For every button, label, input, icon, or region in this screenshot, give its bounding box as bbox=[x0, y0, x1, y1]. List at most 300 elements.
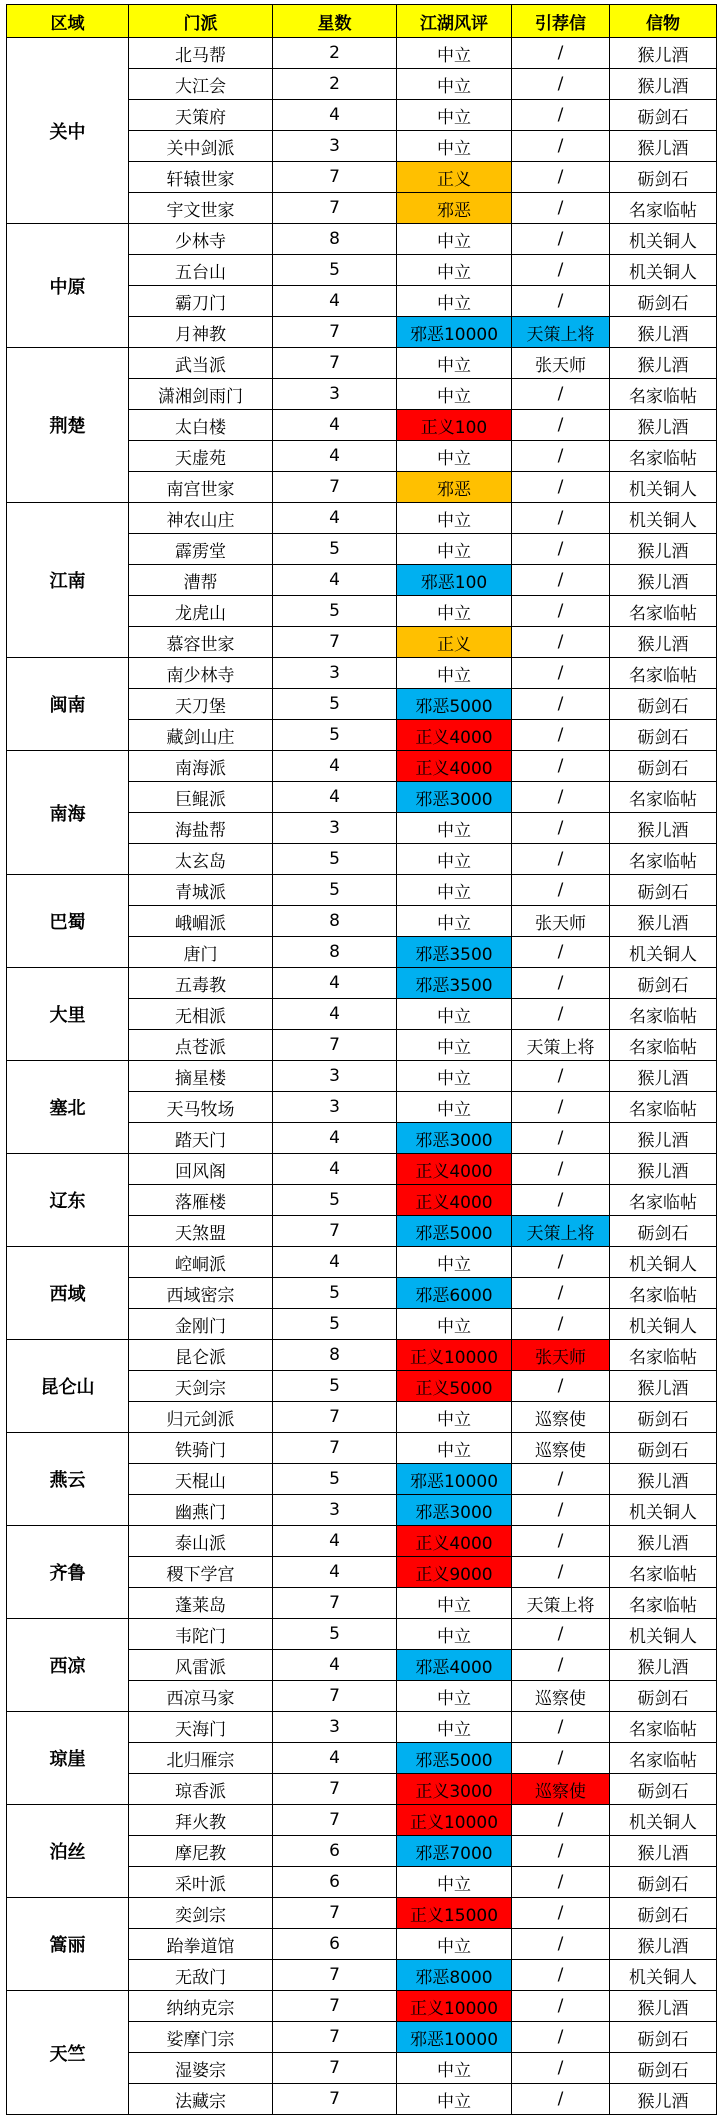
sect-name-cell: 金刚门 bbox=[129, 1309, 273, 1340]
recommendation-letter-cell: 巡察使 bbox=[512, 1402, 610, 1433]
token-cell: 砺剑石 bbox=[610, 286, 717, 317]
token-cell: 猴儿酒 bbox=[610, 813, 717, 844]
reputation-cell: 中立 bbox=[397, 1681, 512, 1712]
stars-cell: 3 bbox=[273, 131, 397, 162]
recommendation-letter-cell: / bbox=[512, 937, 610, 968]
token-cell: 猴儿酒 bbox=[610, 1154, 717, 1185]
recommendation-letter-cell: 张天师 bbox=[512, 348, 610, 379]
recommendation-letter-cell: / bbox=[512, 782, 610, 813]
token-cell: 猴儿酒 bbox=[610, 410, 717, 441]
stars-cell: 4 bbox=[273, 286, 397, 317]
stars-cell: 5 bbox=[273, 1185, 397, 1216]
recommendation-letter-cell: 天策上将 bbox=[512, 1030, 610, 1061]
table-row bbox=[7, 224, 717, 255]
recommendation-letter-cell: / bbox=[512, 1371, 610, 1402]
sect-name-cell: 藏剑山庄 bbox=[129, 720, 273, 751]
reputation-cell: 中立 bbox=[397, 999, 512, 1030]
reputation-cell: 邪恶7000 bbox=[397, 1836, 512, 1867]
table-row bbox=[7, 1247, 717, 1278]
recommendation-letter-cell: / bbox=[512, 1154, 610, 1185]
table-row bbox=[7, 38, 717, 69]
token-cell: 名家临帖 bbox=[610, 1712, 717, 1743]
recommendation-letter-cell: / bbox=[512, 1495, 610, 1526]
token-cell: 砺剑石 bbox=[610, 689, 717, 720]
stars-cell: 7 bbox=[273, 2022, 397, 2053]
stars-cell: 3 bbox=[273, 1712, 397, 1743]
reputation-cell: 中立 bbox=[397, 2084, 512, 2115]
recommendation-letter-cell: / bbox=[512, 472, 610, 503]
token-cell: 砺剑石 bbox=[610, 720, 717, 751]
reputation-cell: 邪恶10000 bbox=[397, 1464, 512, 1495]
sect-name-cell: 轩辕世家 bbox=[129, 162, 273, 193]
stars-cell: 4 bbox=[273, 1123, 397, 1154]
header-stars: 星数 bbox=[273, 5, 397, 38]
sect-name-cell: 少林寺 bbox=[129, 224, 273, 255]
token-cell: 砺剑石 bbox=[610, 2053, 717, 2084]
recommendation-letter-cell: / bbox=[512, 1123, 610, 1154]
recommendation-letter-cell: 天策上将 bbox=[512, 1216, 610, 1247]
region-cell: 大里 bbox=[7, 968, 129, 1061]
token-cell: 名家临帖 bbox=[610, 441, 717, 472]
token-cell: 猴儿酒 bbox=[610, 906, 717, 937]
stars-cell: 3 bbox=[273, 1495, 397, 1526]
stars-cell: 7 bbox=[273, 1898, 397, 1929]
reputation-cell: 中立 bbox=[397, 1712, 512, 1743]
recommendation-letter-cell: / bbox=[512, 813, 610, 844]
stars-cell: 5 bbox=[273, 1309, 397, 1340]
sect-name-cell: 西凉马家 bbox=[129, 1681, 273, 1712]
sect-name-cell: 太玄岛 bbox=[129, 844, 273, 875]
token-cell: 猴儿酒 bbox=[610, 131, 717, 162]
stars-cell: 8 bbox=[273, 937, 397, 968]
recommendation-letter-cell: / bbox=[512, 69, 610, 100]
recommendation-letter-cell: / bbox=[512, 410, 610, 441]
sect-name-cell: 天棍山 bbox=[129, 1464, 273, 1495]
recommendation-letter-cell: / bbox=[512, 224, 610, 255]
stars-cell: 4 bbox=[273, 999, 397, 1030]
recommendation-letter-cell: / bbox=[512, 1247, 610, 1278]
stars-cell: 4 bbox=[273, 441, 397, 472]
sect-name-cell: 风雷派 bbox=[129, 1650, 273, 1681]
sect-name-cell: 漕帮 bbox=[129, 565, 273, 596]
sect-name-cell: 娑摩门宗 bbox=[129, 2022, 273, 2053]
sect-name-cell: 泰山派 bbox=[129, 1526, 273, 1557]
recommendation-letter-cell: / bbox=[512, 1836, 610, 1867]
stars-cell: 7 bbox=[273, 2084, 397, 2115]
reputation-cell: 正义 bbox=[397, 627, 512, 658]
table-row bbox=[7, 348, 717, 379]
sect-name-cell: 北马帮 bbox=[129, 38, 273, 69]
region-cell: 昆仑山 bbox=[7, 1340, 129, 1433]
region-cell: 西域 bbox=[7, 1247, 129, 1340]
token-cell: 砺剑石 bbox=[610, 1867, 717, 1898]
sect-name-cell: 落雁楼 bbox=[129, 1185, 273, 1216]
reputation-cell: 中立 bbox=[397, 379, 512, 410]
token-cell: 机关铜人 bbox=[610, 1495, 717, 1526]
token-cell: 名家临帖 bbox=[610, 193, 717, 224]
stars-cell: 4 bbox=[273, 1650, 397, 1681]
token-cell: 猴儿酒 bbox=[610, 1464, 717, 1495]
stars-cell: 3 bbox=[273, 379, 397, 410]
stars-cell: 7 bbox=[273, 1030, 397, 1061]
recommendation-letter-cell: 天策上将 bbox=[512, 1588, 610, 1619]
recommendation-letter-cell: / bbox=[512, 1929, 610, 1960]
token-cell: 猴儿酒 bbox=[610, 38, 717, 69]
sect-name-cell: 五毒教 bbox=[129, 968, 273, 999]
token-cell: 名家临帖 bbox=[610, 1185, 717, 1216]
region-cell: 泊丝 bbox=[7, 1805, 129, 1898]
token-cell: 机关铜人 bbox=[610, 1619, 717, 1650]
reputation-cell: 中立 bbox=[397, 844, 512, 875]
recommendation-letter-cell: 巡察使 bbox=[512, 1433, 610, 1464]
reputation-cell: 中立 bbox=[397, 1929, 512, 1960]
sect-name-cell: 琼香派 bbox=[129, 1774, 273, 1805]
sect-name-cell: 摩尼教 bbox=[129, 1836, 273, 1867]
recommendation-letter-cell: / bbox=[512, 1185, 610, 1216]
reputation-cell: 中立 bbox=[397, 100, 512, 131]
token-cell: 名家临帖 bbox=[610, 782, 717, 813]
token-cell: 猴儿酒 bbox=[610, 1650, 717, 1681]
reputation-cell: 中立 bbox=[397, 348, 512, 379]
recommendation-letter-cell: / bbox=[512, 2022, 610, 2053]
token-cell: 机关铜人 bbox=[610, 1805, 717, 1836]
reputation-cell: 中立 bbox=[397, 596, 512, 627]
reputation-cell: 中立 bbox=[397, 441, 512, 472]
stars-cell: 7 bbox=[273, 348, 397, 379]
region-cell: 燕云 bbox=[7, 1433, 129, 1526]
token-cell: 砺剑石 bbox=[610, 1898, 717, 1929]
stars-cell: 5 bbox=[273, 1371, 397, 1402]
sect-name-cell: 南少林寺 bbox=[129, 658, 273, 689]
table-row bbox=[7, 658, 717, 689]
recommendation-letter-cell: / bbox=[512, 627, 610, 658]
region-cell: 琼崖 bbox=[7, 1712, 129, 1805]
token-cell: 猴儿酒 bbox=[610, 69, 717, 100]
stars-cell: 7 bbox=[273, 1402, 397, 1433]
stars-cell: 4 bbox=[273, 565, 397, 596]
token-cell: 名家临帖 bbox=[610, 1030, 717, 1061]
stars-cell: 2 bbox=[273, 69, 397, 100]
token-cell: 名家临帖 bbox=[610, 596, 717, 627]
stars-cell: 7 bbox=[273, 1960, 397, 1991]
recommendation-letter-cell: / bbox=[512, 720, 610, 751]
region-cell: 辽东 bbox=[7, 1154, 129, 1247]
stars-cell: 7 bbox=[273, 1681, 397, 1712]
recommendation-letter-cell: / bbox=[512, 1619, 610, 1650]
reputation-cell: 中立 bbox=[397, 658, 512, 689]
header-region: 区域 bbox=[7, 5, 129, 38]
reputation-cell: 正义3000 bbox=[397, 1774, 512, 1805]
reputation-cell: 中立 bbox=[397, 875, 512, 906]
sect-name-cell: 宇文世家 bbox=[129, 193, 273, 224]
token-cell: 名家临帖 bbox=[610, 1557, 717, 1588]
sect-name-cell: 霸刀门 bbox=[129, 286, 273, 317]
reputation-cell: 正义9000 bbox=[397, 1557, 512, 1588]
sect-name-cell: 幽燕门 bbox=[129, 1495, 273, 1526]
recommendation-letter-cell: / bbox=[512, 1309, 610, 1340]
token-cell: 砺剑石 bbox=[610, 1681, 717, 1712]
reputation-cell: 邪恶8000 bbox=[397, 1960, 512, 1991]
recommendation-letter-cell: / bbox=[512, 100, 610, 131]
reputation-cell: 正义4000 bbox=[397, 1185, 512, 1216]
token-cell: 砺剑石 bbox=[610, 162, 717, 193]
stars-cell: 5 bbox=[273, 596, 397, 627]
header-recommendation-letter: 引荐信 bbox=[512, 5, 610, 38]
sect-name-cell: 天策府 bbox=[129, 100, 273, 131]
reputation-cell: 中立 bbox=[397, 906, 512, 937]
stars-cell: 7 bbox=[273, 1774, 397, 1805]
reputation-cell: 正义5000 bbox=[397, 1371, 512, 1402]
reputation-cell: 中立 bbox=[397, 1402, 512, 1433]
sect-name-cell: 拜火教 bbox=[129, 1805, 273, 1836]
recommendation-letter-cell: / bbox=[512, 1867, 610, 1898]
reputation-cell: 正义10000 bbox=[397, 1805, 512, 1836]
region-cell: 关中 bbox=[7, 38, 129, 224]
reputation-cell: 中立 bbox=[397, 2053, 512, 2084]
token-cell: 砺剑石 bbox=[610, 875, 717, 906]
sect-name-cell: 天剑宗 bbox=[129, 1371, 273, 1402]
token-cell: 猴儿酒 bbox=[610, 1371, 717, 1402]
token-cell: 猴儿酒 bbox=[610, 534, 717, 565]
sect-name-cell: 月神教 bbox=[129, 317, 273, 348]
reputation-cell: 中立 bbox=[397, 1867, 512, 1898]
table-row bbox=[7, 1340, 717, 1371]
stars-cell: 3 bbox=[273, 813, 397, 844]
token-cell: 砺剑石 bbox=[610, 1216, 717, 1247]
table-row bbox=[7, 968, 717, 999]
table-row bbox=[7, 1619, 717, 1650]
sect-table bbox=[6, 4, 717, 2115]
stars-cell: 4 bbox=[273, 1557, 397, 1588]
reputation-cell: 正义15000 bbox=[397, 1898, 512, 1929]
table-row bbox=[7, 1805, 717, 1836]
reputation-cell: 邪恶6000 bbox=[397, 1278, 512, 1309]
token-cell: 猴儿酒 bbox=[610, 1929, 717, 1960]
recommendation-letter-cell: / bbox=[512, 534, 610, 565]
token-cell: 砺剑石 bbox=[610, 1433, 717, 1464]
reputation-cell: 正义10000 bbox=[397, 1340, 512, 1371]
token-cell: 猴儿酒 bbox=[610, 627, 717, 658]
sect-name-cell: 铁骑门 bbox=[129, 1433, 273, 1464]
table-row bbox=[7, 1991, 717, 2022]
token-cell: 机关铜人 bbox=[610, 472, 717, 503]
sect-name-cell: 蓬莱岛 bbox=[129, 1588, 273, 1619]
table-row bbox=[7, 751, 717, 782]
reputation-cell: 正义4000 bbox=[397, 1526, 512, 1557]
sect-name-cell: 海盐帮 bbox=[129, 813, 273, 844]
stars-cell: 4 bbox=[273, 1526, 397, 1557]
token-cell: 砺剑石 bbox=[610, 968, 717, 999]
stars-cell: 4 bbox=[273, 410, 397, 441]
sect-name-cell: 采叶派 bbox=[129, 1867, 273, 1898]
reputation-cell: 邪恶5000 bbox=[397, 1743, 512, 1774]
recommendation-letter-cell: / bbox=[512, 875, 610, 906]
stars-cell: 8 bbox=[273, 224, 397, 255]
stars-cell: 7 bbox=[273, 1588, 397, 1619]
recommendation-letter-cell: / bbox=[512, 1278, 610, 1309]
stars-cell: 8 bbox=[273, 1340, 397, 1371]
reputation-cell: 邪恶3000 bbox=[397, 1123, 512, 1154]
reputation-cell: 正义100 bbox=[397, 410, 512, 441]
stars-cell: 4 bbox=[273, 968, 397, 999]
token-cell: 名家临帖 bbox=[610, 1340, 717, 1371]
sect-name-cell: 青城派 bbox=[129, 875, 273, 906]
stars-cell: 5 bbox=[273, 689, 397, 720]
stars-cell: 4 bbox=[273, 782, 397, 813]
sect-name-cell: 归元剑派 bbox=[129, 1402, 273, 1433]
stars-cell: 4 bbox=[273, 1247, 397, 1278]
recommendation-letter-cell: / bbox=[512, 1898, 610, 1929]
reputation-cell: 邪恶3000 bbox=[397, 782, 512, 813]
sect-name-cell: 韦陀门 bbox=[129, 1619, 273, 1650]
reputation-cell: 邪恶10000 bbox=[397, 317, 512, 348]
sect-name-cell: 峨嵋派 bbox=[129, 906, 273, 937]
token-cell: 名家临帖 bbox=[610, 379, 717, 410]
reputation-cell: 中立 bbox=[397, 38, 512, 69]
recommendation-letter-cell: / bbox=[512, 844, 610, 875]
region-cell: 篙丽 bbox=[7, 1898, 129, 1991]
table-row bbox=[7, 875, 717, 906]
token-cell: 机关铜人 bbox=[610, 937, 717, 968]
token-cell: 猴儿酒 bbox=[610, 317, 717, 348]
sect-name-cell: 大江会 bbox=[129, 69, 273, 100]
sect-name-cell: 南宫世家 bbox=[129, 472, 273, 503]
stars-cell: 7 bbox=[273, 317, 397, 348]
reputation-cell: 邪恶10000 bbox=[397, 2022, 512, 2053]
recommendation-letter-cell: / bbox=[512, 751, 610, 782]
stars-cell: 7 bbox=[273, 472, 397, 503]
recommendation-letter-cell: / bbox=[512, 286, 610, 317]
token-cell: 机关铜人 bbox=[610, 224, 717, 255]
sect-name-cell: 天马牧场 bbox=[129, 1092, 273, 1123]
recommendation-letter-cell: / bbox=[512, 1092, 610, 1123]
stars-cell: 6 bbox=[273, 1929, 397, 1960]
sect-name-cell: 无相派 bbox=[129, 999, 273, 1030]
reputation-cell: 中立 bbox=[397, 69, 512, 100]
reputation-cell: 中立 bbox=[397, 1061, 512, 1092]
sect-name-cell: 西域密宗 bbox=[129, 1278, 273, 1309]
recommendation-letter-cell: / bbox=[512, 255, 610, 286]
stars-cell: 7 bbox=[273, 1216, 397, 1247]
recommendation-letter-cell: / bbox=[512, 596, 610, 627]
sect-name-cell: 巨鲲派 bbox=[129, 782, 273, 813]
recommendation-letter-cell: / bbox=[512, 1061, 610, 1092]
recommendation-letter-cell: / bbox=[512, 999, 610, 1030]
token-cell: 机关铜人 bbox=[610, 1247, 717, 1278]
sect-name-cell: 天海门 bbox=[129, 1712, 273, 1743]
region-cell: 中原 bbox=[7, 224, 129, 348]
sect-name-cell: 霹雳堂 bbox=[129, 534, 273, 565]
stars-cell: 4 bbox=[273, 1154, 397, 1185]
reputation-cell: 中立 bbox=[397, 224, 512, 255]
sect-name-cell: 慕容世家 bbox=[129, 627, 273, 658]
token-cell: 名家临帖 bbox=[610, 1278, 717, 1309]
recommendation-letter-cell: / bbox=[512, 193, 610, 224]
table-row bbox=[7, 1061, 717, 1092]
reputation-cell: 中立 bbox=[397, 1030, 512, 1061]
token-cell: 名家临帖 bbox=[610, 1743, 717, 1774]
sect-name-cell: 神农山庄 bbox=[129, 503, 273, 534]
table-row bbox=[7, 1526, 717, 1557]
sect-name-cell: 稷下学宫 bbox=[129, 1557, 273, 1588]
recommendation-letter-cell: / bbox=[512, 1960, 610, 1991]
reputation-cell: 中立 bbox=[397, 1433, 512, 1464]
recommendation-letter-cell: 巡察使 bbox=[512, 1681, 610, 1712]
token-cell: 猴儿酒 bbox=[610, 2084, 717, 2115]
stars-cell: 4 bbox=[273, 1743, 397, 1774]
stars-cell: 7 bbox=[273, 1805, 397, 1836]
sect-name-cell: 天煞盟 bbox=[129, 1216, 273, 1247]
recommendation-letter-cell: / bbox=[512, 658, 610, 689]
sect-name-cell: 北归雁宗 bbox=[129, 1743, 273, 1774]
region-cell: 塞北 bbox=[7, 1061, 129, 1154]
token-cell: 猴儿酒 bbox=[610, 1061, 717, 1092]
reputation-cell: 中立 bbox=[397, 1309, 512, 1340]
stars-cell: 7 bbox=[273, 2053, 397, 2084]
token-cell: 机关铜人 bbox=[610, 1960, 717, 1991]
reputation-cell: 邪恶 bbox=[397, 472, 512, 503]
recommendation-letter-cell: / bbox=[512, 565, 610, 596]
region-cell: 西凉 bbox=[7, 1619, 129, 1712]
sect-name-cell: 法藏宗 bbox=[129, 2084, 273, 2115]
recommendation-letter-cell: / bbox=[512, 379, 610, 410]
reputation-cell: 邪恶4000 bbox=[397, 1650, 512, 1681]
reputation-cell: 中立 bbox=[397, 1588, 512, 1619]
reputation-cell: 中立 bbox=[397, 131, 512, 162]
recommendation-letter-cell: / bbox=[512, 503, 610, 534]
reputation-cell: 正义 bbox=[397, 162, 512, 193]
token-cell: 猴儿酒 bbox=[610, 1991, 717, 2022]
token-cell: 名家临帖 bbox=[610, 1588, 717, 1619]
token-cell: 名家临帖 bbox=[610, 999, 717, 1030]
table-row bbox=[7, 1898, 717, 1929]
recommendation-letter-cell: / bbox=[512, 2053, 610, 2084]
stars-cell: 6 bbox=[273, 1836, 397, 1867]
stars-cell: 5 bbox=[273, 1619, 397, 1650]
token-cell: 机关铜人 bbox=[610, 1309, 717, 1340]
sect-name-cell: 关中剑派 bbox=[129, 131, 273, 162]
reputation-cell: 邪恶3000 bbox=[397, 1495, 512, 1526]
reputation-cell: 中立 bbox=[397, 255, 512, 286]
stars-cell: 5 bbox=[273, 875, 397, 906]
stars-cell: 3 bbox=[273, 658, 397, 689]
reputation-cell: 正义4000 bbox=[397, 751, 512, 782]
recommendation-letter-cell: / bbox=[512, 968, 610, 999]
sect-name-cell: 天刀堡 bbox=[129, 689, 273, 720]
region-cell: 齐鲁 bbox=[7, 1526, 129, 1619]
token-cell: 猴儿酒 bbox=[610, 1526, 717, 1557]
stars-cell: 8 bbox=[273, 906, 397, 937]
recommendation-letter-cell: / bbox=[512, 1464, 610, 1495]
token-cell: 名家临帖 bbox=[610, 1092, 717, 1123]
stars-cell: 2 bbox=[273, 38, 397, 69]
sect-name-cell: 回风阁 bbox=[129, 1154, 273, 1185]
stars-cell: 5 bbox=[273, 1278, 397, 1309]
stars-cell: 5 bbox=[273, 255, 397, 286]
sect-name-cell: 无敌门 bbox=[129, 1960, 273, 1991]
recommendation-letter-cell: / bbox=[512, 2084, 610, 2115]
recommendation-letter-cell: / bbox=[512, 1526, 610, 1557]
recommendation-letter-cell: 张天师 bbox=[512, 1340, 610, 1371]
token-cell: 猴儿酒 bbox=[610, 565, 717, 596]
token-cell: 砺剑石 bbox=[610, 2022, 717, 2053]
recommendation-letter-cell: / bbox=[512, 1991, 610, 2022]
stars-cell: 4 bbox=[273, 751, 397, 782]
sect-name-cell: 武当派 bbox=[129, 348, 273, 379]
recommendation-letter-cell: 天策上将 bbox=[512, 317, 610, 348]
token-cell: 砺剑石 bbox=[610, 1774, 717, 1805]
stars-cell: 5 bbox=[273, 844, 397, 875]
